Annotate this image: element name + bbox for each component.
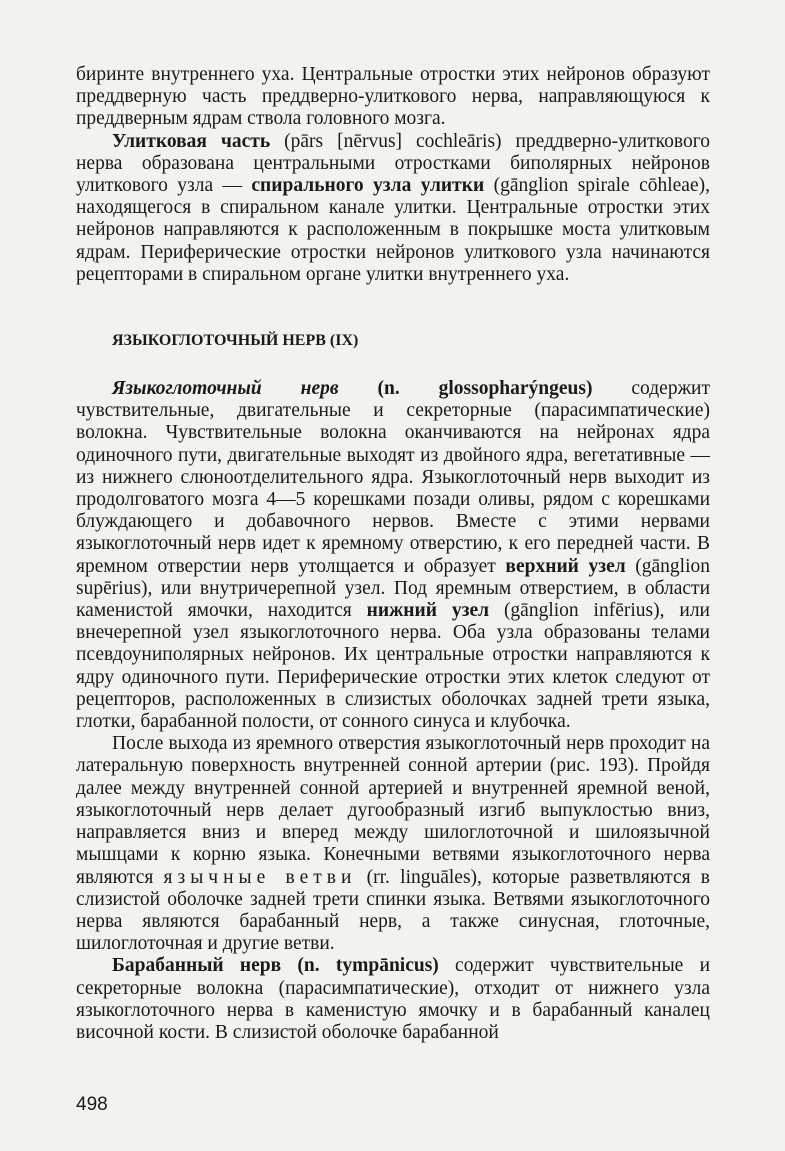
text-run: (rr. linguāles), которые разветвляются в слизистой оболочке задней трети спинки языка. Ветвями языкоглоточного нерва являются барабанный нерв, а также синусная, глоточные, шилоглоточная и другие ветви. [76,866,710,955]
paragraph-3 [76,378,710,733]
text-run: содержит чувствительные и секреторные волокна (парасимпатические), отходит от нижнего узла языкоглоточного нерва в каменистую ямочку и в барабанный каналец височной кости. В слизистой оболочке барабанной [76,955,711,1043]
text-run: (gānglion infērius), или внечерепной узел языкоглоточного нерва. Оба узла образованы телами псевдоуниполярных нейронов. Их центральные отростки направляются к ядру одиночного пути. Периферические отростки этих клеток следуют от рецепторов, расположенных в слизистых оболочках задней трети языка, глотки, барабанной полости, от сонного синуса и клубочка. [76,600,710,733]
text-run: биринте внутреннего уха. Центральные отростки этих нейронов образуют преддверную часть преддверно-улиткового нерва, направляющуюся к преддверным ядрам ствола головного мозга. [76,64,710,130]
text-run: (gānglion spirale cōhleae), находящегося в спиральном канале улитки. Центральные отростки этих нейронов направляются к расположенным в покрышке моста улитковым ядрам. Периферические отростки нейронов улиткового узла начинаются рецепторами в спиральном органе улитки внутреннего уха. [76,175,710,285]
paragraph-5 [76,955,710,1044]
term-bold: нижний узел [366,600,490,622]
term-bold: Барабанный нерв (n. tympānicus) [112,955,439,977]
text-run: (pārs [nērvus] cochleāris) преддверно-улиткового нерва образована центральными отростками биполярных нейронов улиткового узла — [76,130,710,197]
page-body [76,64,710,1044]
text-run: (gānglion supērius), или внутричерепной узел. Под яремным отверстием, в области каменистой ямочки, находится [76,555,711,622]
text-run: После выхода из яремного отверстия языкоглоточный нерв проходит на латеральную поверхность внутренней сонной артерии (рис. 193). Пройдя далее между внутренней сонной артерией и внутренней яремной веной, языкоглоточный нерв делает дугообразный изгиб выпуклостью вниз, направляется вниз и вперед между шилоглоточной и шилоязычной мышцами к корню языка. Конечными ветвями языкоглоточного нерва являются [76,733,710,888]
term-spaced: язычные ветви [163,866,357,888]
term-bold: верхний узел [505,555,626,577]
term-bold: спирального узла улитки [251,175,485,197]
paragraph-4 [76,733,710,955]
term-bold: Улитковая часть [112,130,271,152]
term-bold-italic: Языкоглоточный нерв [112,378,339,400]
paragraph-2 [76,131,710,286]
paragraph-1 [76,64,710,131]
text-run: содержит чувствительные, двигательные и секреторные (парасимпатические) волокна. Чувствительные волокна оканчиваются на нейронах ядра одиночного пути, двигательные выходят из двойного ядра, вегетативные — из нижнего слюноотделительного ядра. Языкоглоточный нерв выходит из продолговатого мозга 4—5 корешками позади оливы, рядом с корешками блуждающего и добавочного нервов. Вместе с этими нервами языкоглоточный нерв идет к яремному отверстию, к его передней части. В яремном отверстии нерв утолщается и образует [76,378,710,577]
section-heading: ЯЗЫКОГЛОТОЧНЫЙ НЕРВ (IX) [112,332,359,350]
term-bold: (n. glossopharýngeus) [338,378,593,400]
page-number: 498 [76,1094,108,1115]
